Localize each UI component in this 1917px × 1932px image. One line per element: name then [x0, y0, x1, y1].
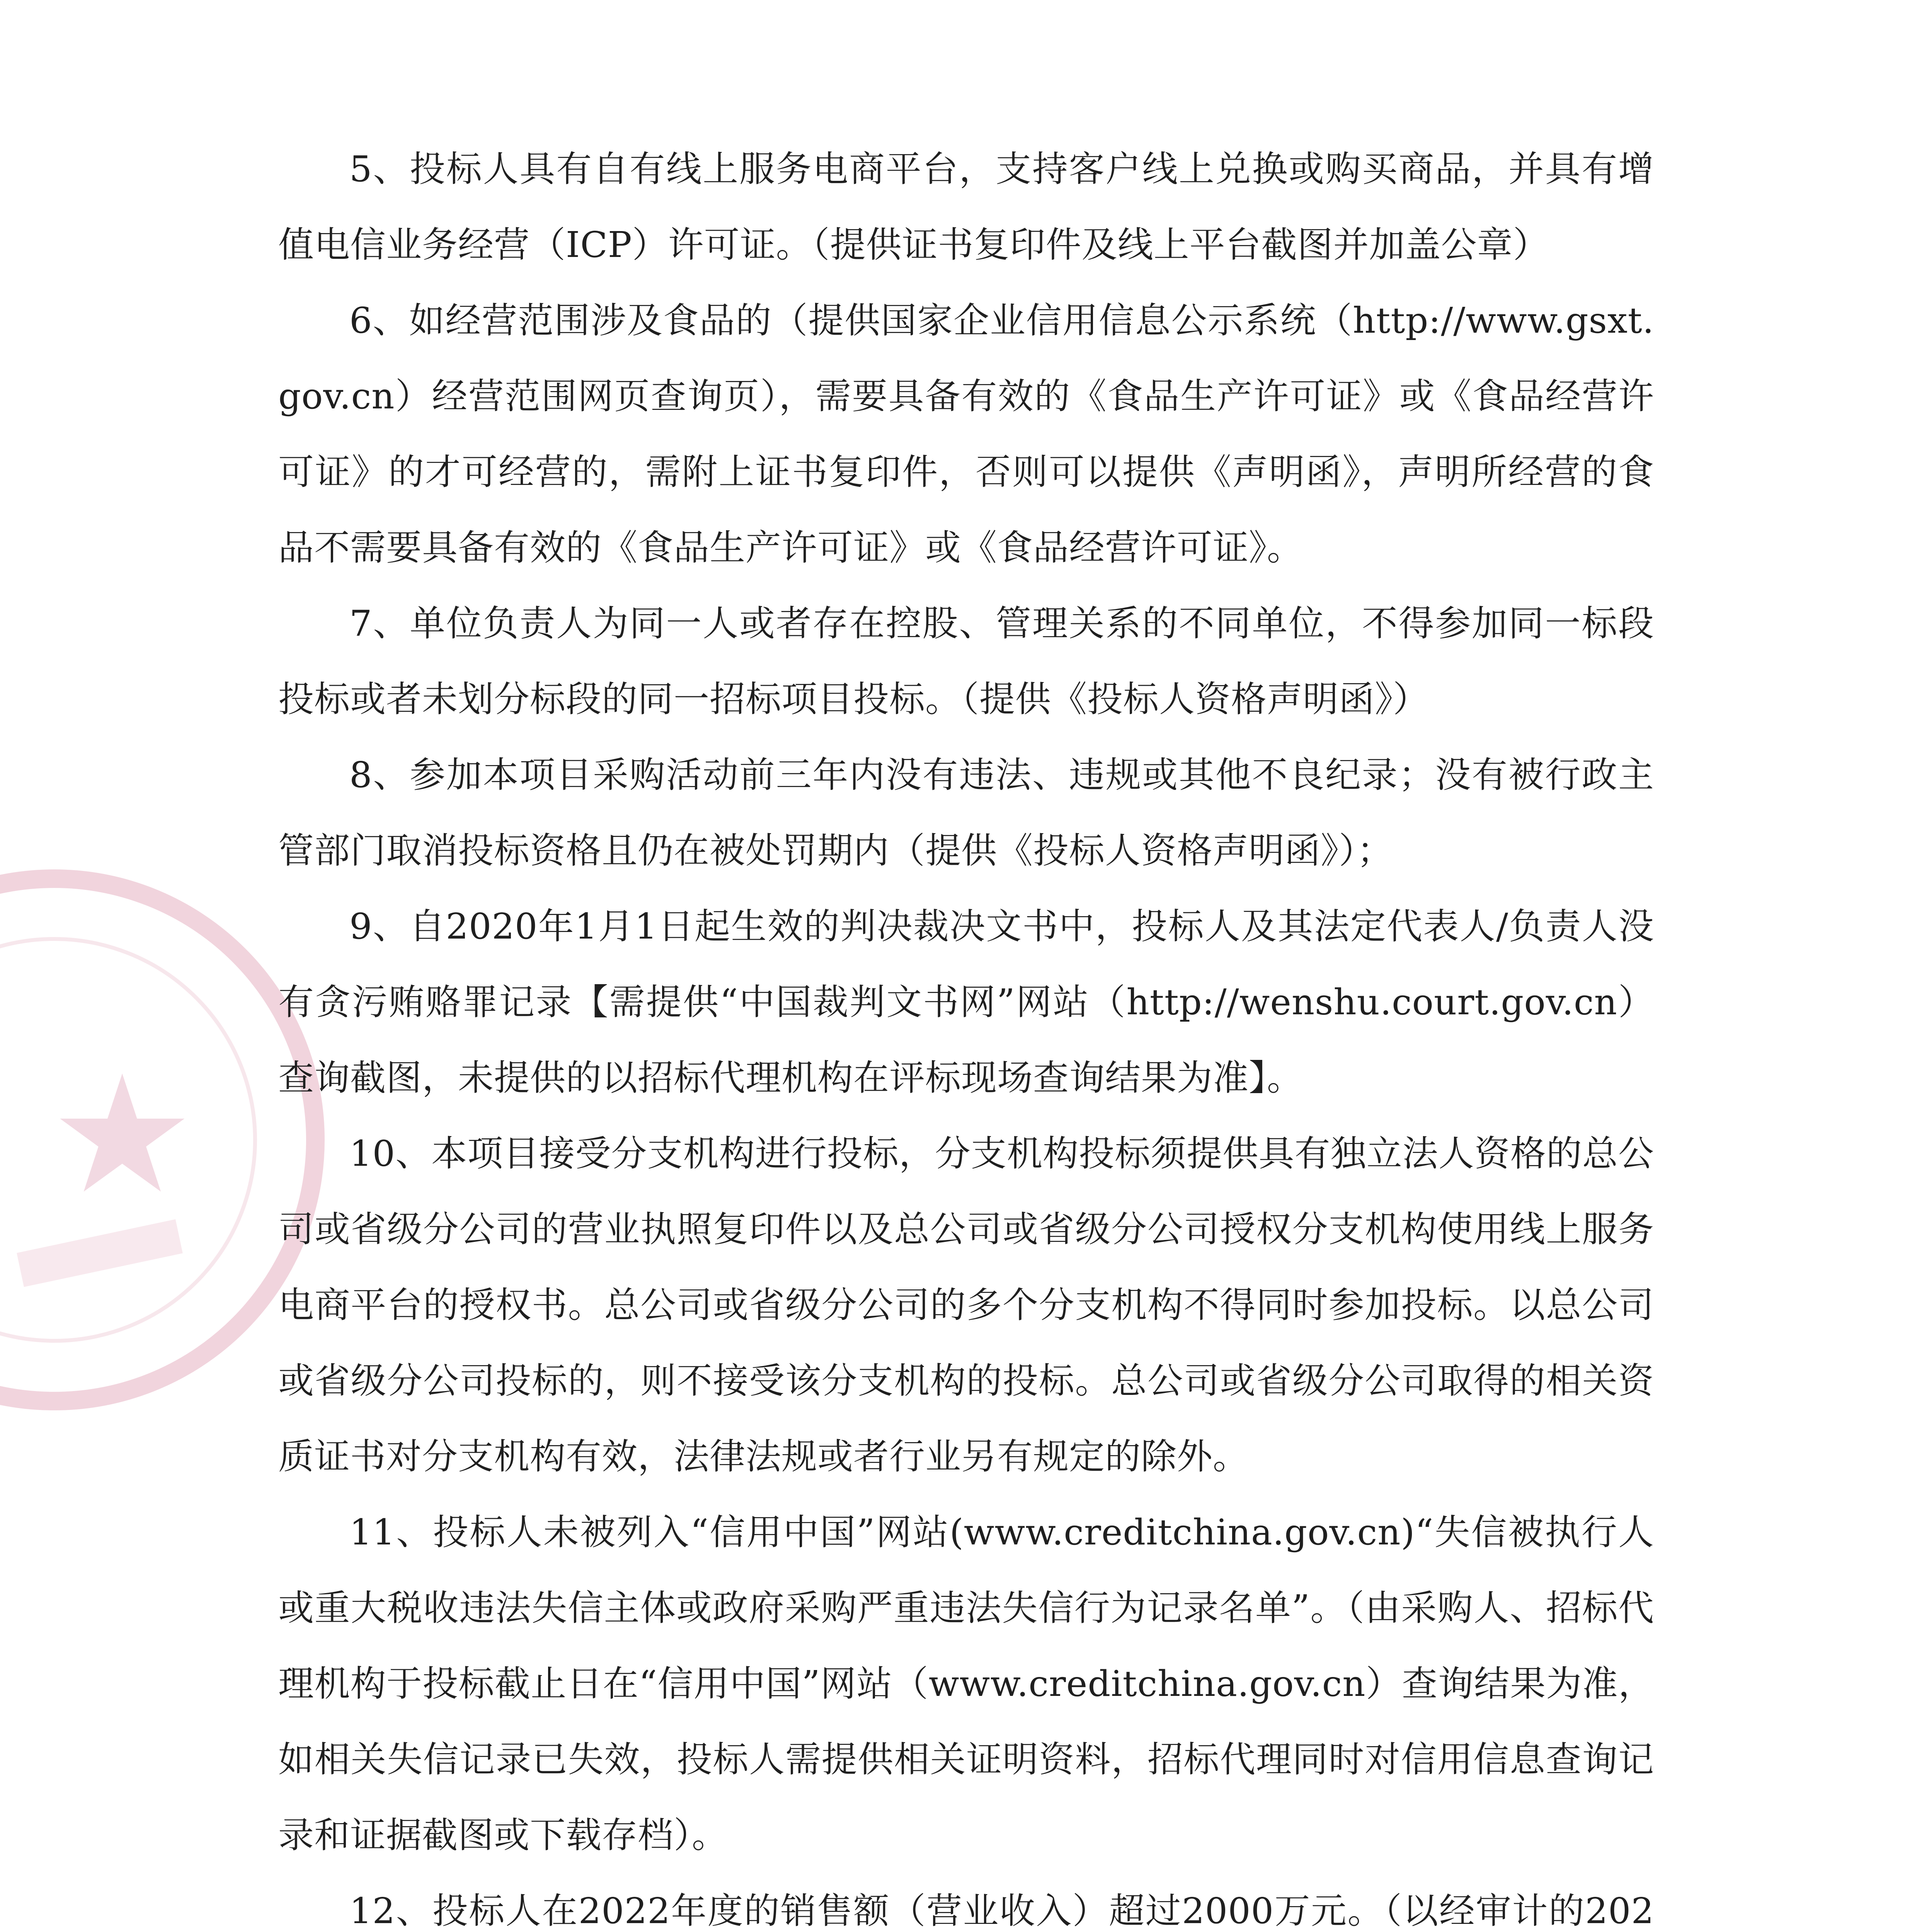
paragraph-12: 12、投标人在2022年度的销售额（营业收入）超过2000万元。（以经审计的202 — [349, 1890, 1654, 1932]
red-seal-stamp-icon — [0, 869, 325, 1410]
seal-star-icon: ★ — [49, 1041, 195, 1230]
paragraph-8: 8、参加本项目采购活动前三年内没有违法、违规或其他不良纪录；没有被行政主管部门取消投标资格且仍在被处罚期内（提供《投标人资格声明函》）； — [278, 754, 1654, 871]
paragraph-9: 9、自2020年1月1日起生效的判决裁决文书中，投标人及其法定代表人/负责人没有贪污贿赂罪记录【需提供“中国裁判文书网”网站（http://wenshu.court.gov.cn）查询截图，未提供的以招标代理机构在评标现场查询结果为准】。 — [278, 906, 1654, 1099]
document-body — [278, 131, 1654, 1932]
paragraph-10: 10、本项目接受分支机构进行投标，分支机构投标须提供具有独立法人资格的总公司或省级分公司的营业执照复印件以及总公司或省级分公司授权分支机构使用线上服务电商平台的授权书。总公司或省级分公司的多个分支机构不得同时参加投标。以总公司或省级分公司投标的，则不接受该分支机构的投标。总公司或省级分公司取得的相关资质证书对分支机构有效，法律法规或者行业另有规定的除外。 — [278, 1133, 1654, 1477]
paragraph-7: 7、单位负责人为同一人或者存在控股、管理关系的不同单位，不得参加同一标段投标或者未划分标段的同一招标项目投标。（提供《投标人资格声明函》） — [278, 603, 1654, 720]
paragraph-6: 6、如经营范围涉及食品的（提供国家企业信用信息公示系统（http://www.gsxt.gov.cn）经营范围网页查询页），需要具备有效的《食品生产许可证》或《食品经营许可证》的才可经营的，需附上证书复印件，否则可以提供《声明函》，声明所经营的食品不需要具备有效的《食品生产许可证》或《食品经营许可证》。 — [278, 300, 1654, 568]
paragraph-5: 5、投标人具有自有线上服务电商平台，支持客户线上兑换或购买商品，并具有增值电信业务经营（ICP）许可证。（提供证书复印件及线上平台截图并加盖公章） — [278, 148, 1654, 265]
paragraph-11: 11、投标人未被列入“信用中国”网站(www.creditchina.gov.cn)“失信被执行人或重大税收违法失信主体或政府采购严重违法失信行为记录名单”。（由采购人、招标代理机构于投标截止日在“信用中国”网站（www.creditchina.gov.cn）查询结果为准，如相关失信记录已失效，投标人需提供相关证明资料，招标代理同时对信用信息查询记录和证据截图或下载存档）。 — [278, 1512, 1654, 1856]
